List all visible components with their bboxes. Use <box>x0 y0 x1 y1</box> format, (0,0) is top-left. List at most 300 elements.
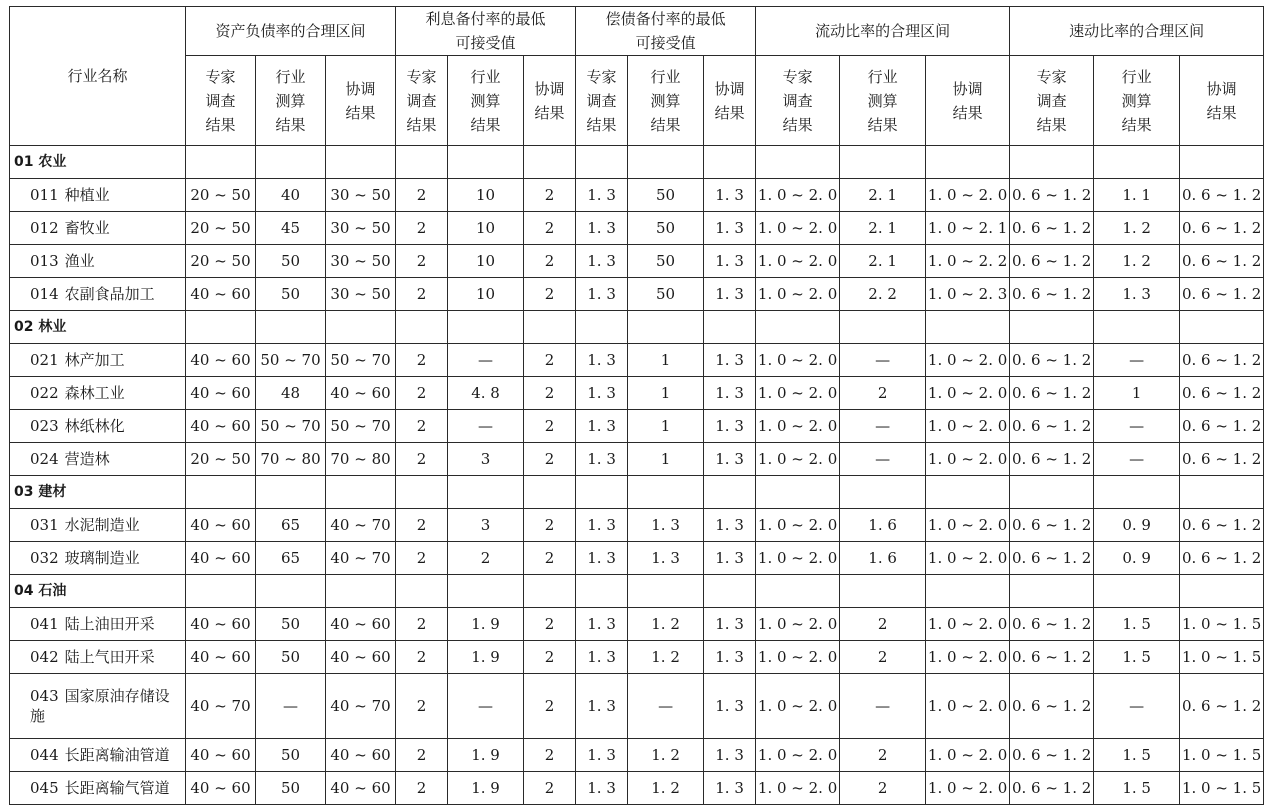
header-group-line: 利息备付率的最低 <box>425 10 546 28</box>
value-cell: 40 ~ 60 <box>186 278 256 311</box>
empty-cell <box>840 575 926 608</box>
subheader-line: 结果 <box>470 115 501 134</box>
value-cell: — <box>448 674 524 739</box>
value-cell: 1. 2 <box>1094 245 1180 278</box>
value-cell: 2. 1 <box>840 212 926 245</box>
industry-label: 渔业 <box>64 252 95 270</box>
subheader-industry-calc <box>256 56 326 146</box>
value-cell: 1. 5 <box>1094 772 1180 805</box>
empty-cell <box>1010 575 1094 608</box>
value-cell: 1. 3 <box>704 509 756 542</box>
subheader-coordinated-result <box>704 56 756 146</box>
value-cell: 1 <box>628 443 704 476</box>
subheader-line: 测算 <box>470 91 501 110</box>
value-cell: 0. 6 ~ 1. 2 <box>1180 443 1264 476</box>
value-cell: 1. 0 ~ 2. 0 <box>756 674 840 739</box>
value-cell: 10 <box>448 245 524 278</box>
value-cell: 1. 3 <box>1094 278 1180 311</box>
empty-cell <box>756 575 840 608</box>
empty-cell <box>524 575 576 608</box>
value-cell: 1. 0 ~ 2. 0 <box>926 739 1010 772</box>
subheader-expert-survey <box>396 56 448 146</box>
value-cell: 2 <box>524 509 576 542</box>
subheader-expert-survey <box>186 56 256 146</box>
value-cell: 0. 6 ~ 1. 2 <box>1010 739 1094 772</box>
value-cell: 40 ~ 70 <box>186 674 256 739</box>
empty-cell <box>756 476 840 509</box>
subheader-line: 结果 <box>1206 103 1237 122</box>
industry-name-cell <box>10 377 186 410</box>
value-cell: — <box>1094 344 1180 377</box>
header-industry-name: 行业名称 <box>10 7 186 146</box>
value-cell: 1. 3 <box>576 641 628 674</box>
subheader-line: 专家 <box>406 67 437 86</box>
value-cell: 1. 0 ~ 2. 0 <box>756 410 840 443</box>
industry-code: 021 <box>30 351 59 369</box>
empty-cell <box>1094 311 1180 344</box>
value-cell: 40 ~ 60 <box>326 772 396 805</box>
industry-code: 011 <box>30 186 59 204</box>
value-cell: 2 <box>396 772 448 805</box>
value-cell: 0. 6 ~ 1. 2 <box>1180 377 1264 410</box>
table-body <box>10 146 1264 805</box>
empty-cell <box>256 476 326 509</box>
subheader-industry-calc <box>840 56 926 146</box>
value-cell: 50 <box>256 772 326 805</box>
empty-cell <box>576 575 628 608</box>
value-cell: 20 ~ 50 <box>186 179 256 212</box>
value-cell: 10 <box>448 179 524 212</box>
value-cell: 1 <box>628 377 704 410</box>
value-cell: 1. 3 <box>576 278 628 311</box>
empty-cell <box>1010 146 1094 179</box>
subheader-line: 协调 <box>534 79 565 98</box>
empty-cell <box>576 476 628 509</box>
subheader-line: 调查 <box>586 91 617 110</box>
value-cell: 2 <box>448 542 524 575</box>
industry-code: 024 <box>30 450 59 468</box>
empty-cell <box>256 575 326 608</box>
value-cell: 0. 9 <box>1094 542 1180 575</box>
subheader-line: 测算 <box>650 91 681 110</box>
industry-label: 长距离输油管道 <box>64 746 170 764</box>
table-row <box>10 344 1264 377</box>
value-cell: 0. 6 ~ 1. 2 <box>1010 509 1094 542</box>
empty-cell <box>186 311 256 344</box>
value-cell: 1. 0 ~ 2. 0 <box>756 641 840 674</box>
value-cell: 1. 3 <box>704 212 756 245</box>
empty-cell <box>524 476 576 509</box>
value-cell: 2 <box>524 245 576 278</box>
value-cell: 1. 0 ~ 2. 0 <box>926 772 1010 805</box>
value-cell: 0. 6 ~ 1. 2 <box>1010 377 1094 410</box>
value-cell: — <box>448 344 524 377</box>
header-group-line: 可接受值 <box>455 34 516 52</box>
value-cell: 2. 2 <box>840 278 926 311</box>
category-name: 01 农业 <box>10 146 186 179</box>
value-cell: — <box>840 443 926 476</box>
value-cell: 20 ~ 50 <box>186 245 256 278</box>
value-cell: 1. 5 <box>1094 739 1180 772</box>
value-cell: 1. 0 ~ 2. 0 <box>926 674 1010 739</box>
value-cell: 20 ~ 50 <box>186 212 256 245</box>
value-cell: 2 <box>396 179 448 212</box>
value-cell: 1. 3 <box>704 674 756 739</box>
industry-name-cell <box>10 212 186 245</box>
value-cell: 2 <box>396 245 448 278</box>
value-cell: 1. 1 <box>1094 179 1180 212</box>
subheader-line: 调查 <box>1036 91 1067 110</box>
value-cell: 1. 0 ~ 2. 0 <box>926 641 1010 674</box>
value-cell: 40 ~ 70 <box>326 509 396 542</box>
value-cell: — <box>840 410 926 443</box>
header-group-debt-ratio <box>186 7 396 56</box>
empty-cell <box>926 311 1010 344</box>
value-cell: 20 ~ 50 <box>186 443 256 476</box>
value-cell: 1 <box>628 410 704 443</box>
table-row <box>10 410 1264 443</box>
value-cell: 1. 3 <box>576 344 628 377</box>
value-cell: 1. 3 <box>576 443 628 476</box>
subheader-line: 结果 <box>714 103 745 122</box>
empty-cell <box>576 146 628 179</box>
empty-cell <box>1010 476 1094 509</box>
industry-name-cell <box>10 443 186 476</box>
table-row <box>10 772 1264 805</box>
value-cell: — <box>256 674 326 739</box>
industry-label: 种植业 <box>64 186 110 204</box>
table-row <box>10 443 1264 476</box>
industry-label: 畜牧业 <box>64 219 110 237</box>
value-cell: 2 <box>524 410 576 443</box>
value-cell: 0. 6 ~ 1. 2 <box>1010 443 1094 476</box>
value-cell: 50 <box>256 278 326 311</box>
value-cell: 50 ~ 70 <box>326 410 396 443</box>
value-cell: 2 <box>524 179 576 212</box>
empty-cell <box>186 146 256 179</box>
value-cell: 2 <box>524 278 576 311</box>
value-cell: 1. 3 <box>704 179 756 212</box>
industry-code: 022 <box>30 384 59 402</box>
industry-code: 023 <box>30 417 59 435</box>
value-cell: 1. 9 <box>448 641 524 674</box>
subheader-line: 协调 <box>1206 79 1237 98</box>
value-cell: 0. 6 ~ 1. 2 <box>1180 410 1264 443</box>
value-cell: 0. 6 ~ 1. 2 <box>1180 509 1264 542</box>
category-row <box>10 476 1264 509</box>
header-group-line: 可接受值 <box>635 34 696 52</box>
value-cell: 2 <box>524 772 576 805</box>
industry-label: 国家原油存储设施 <box>30 687 170 725</box>
value-cell: 1. 9 <box>448 772 524 805</box>
value-cell: 1. 0 ~ 2. 0 <box>926 509 1010 542</box>
subheader-line: 调查 <box>205 91 236 110</box>
value-cell: 0. 6 ~ 1. 2 <box>1010 278 1094 311</box>
empty-cell <box>326 146 396 179</box>
empty-cell <box>396 146 448 179</box>
table-row <box>10 641 1264 674</box>
value-cell: 40 ~ 70 <box>326 542 396 575</box>
industry-code: 012 <box>30 219 59 237</box>
value-cell: 40 ~ 70 <box>326 674 396 739</box>
subheader-line: 协调 <box>345 79 376 98</box>
empty-cell <box>704 476 756 509</box>
value-cell: 2. 1 <box>840 179 926 212</box>
value-cell: 40 ~ 60 <box>186 509 256 542</box>
value-cell: 40 ~ 60 <box>186 739 256 772</box>
value-cell: 2 <box>524 377 576 410</box>
table-row <box>10 542 1264 575</box>
industry-code: 013 <box>30 252 59 270</box>
value-cell: 2 <box>524 674 576 739</box>
value-cell: 1. 0 ~ 2. 0 <box>926 443 1010 476</box>
value-cell: 0. 6 ~ 1. 2 <box>1010 245 1094 278</box>
value-cell: 1. 0 ~ 2. 1 <box>926 212 1010 245</box>
subheader-line: 专家 <box>205 67 236 86</box>
value-cell: 1. 3 <box>704 641 756 674</box>
value-cell: 2 <box>396 278 448 311</box>
industry-label: 森林工业 <box>64 384 125 402</box>
value-cell: 50 <box>628 245 704 278</box>
industry-name-cell <box>10 344 186 377</box>
value-cell: 0. 9 <box>1094 509 1180 542</box>
value-cell: 1. 3 <box>576 179 628 212</box>
subheader-coordinated-result <box>926 56 1010 146</box>
empty-cell <box>1180 476 1264 509</box>
value-cell: 1. 0 ~ 2. 0 <box>756 542 840 575</box>
empty-cell <box>840 146 926 179</box>
value-cell: 0. 6 ~ 1. 2 <box>1010 542 1094 575</box>
value-cell: 2 <box>524 739 576 772</box>
value-cell: 40 ~ 60 <box>186 641 256 674</box>
value-cell: 50 <box>256 641 326 674</box>
value-cell: 1. 0 ~ 1. 5 <box>1180 641 1264 674</box>
industry-name-cell <box>10 674 186 739</box>
industry-label: 林纸林化 <box>64 417 125 435</box>
value-cell: — <box>840 344 926 377</box>
empty-cell <box>256 146 326 179</box>
value-cell: 10 <box>448 212 524 245</box>
value-cell: 1. 3 <box>704 443 756 476</box>
value-cell: 1. 0 ~ 2. 0 <box>756 212 840 245</box>
subheader-line: 结果 <box>205 115 236 134</box>
value-cell: 3 <box>448 443 524 476</box>
value-cell: — <box>448 410 524 443</box>
value-cell: 1. 3 <box>704 245 756 278</box>
value-cell: 0. 6 ~ 1. 2 <box>1010 608 1094 641</box>
industry-name-cell <box>10 278 186 311</box>
value-cell: 1. 6 <box>840 542 926 575</box>
industry-code: 031 <box>30 516 59 534</box>
subheader-line: 行业 <box>470 67 501 86</box>
value-cell: 40 <box>256 179 326 212</box>
subheader-line: 行业 <box>275 67 306 86</box>
category-row <box>10 311 1264 344</box>
category-name: 04 石油 <box>10 575 186 608</box>
subheader-line: 行业 <box>1121 67 1152 86</box>
value-cell: 1. 0 ~ 2. 0 <box>756 245 840 278</box>
empty-cell <box>628 146 704 179</box>
value-cell: 1. 2 <box>628 772 704 805</box>
value-cell: — <box>840 674 926 739</box>
value-cell: 1. 0 ~ 2. 0 <box>756 772 840 805</box>
empty-cell <box>628 311 704 344</box>
industry-ratio-table-container <box>9 6 1264 805</box>
value-cell: 2 <box>840 641 926 674</box>
value-cell: 0. 6 ~ 1. 2 <box>1180 674 1264 739</box>
industry-label: 陆上气田开采 <box>64 648 155 666</box>
table-row <box>10 377 1264 410</box>
subheader-line: 结果 <box>406 115 437 134</box>
empty-cell <box>704 311 756 344</box>
empty-cell <box>448 575 524 608</box>
value-cell: 0. 6 ~ 1. 2 <box>1180 245 1264 278</box>
industry-name-cell <box>10 509 186 542</box>
subheader-line: 结果 <box>275 115 306 134</box>
empty-cell <box>926 476 1010 509</box>
value-cell: 1 <box>1094 377 1180 410</box>
value-cell: 1. 0 ~ 2. 0 <box>926 542 1010 575</box>
value-cell: 50 <box>256 245 326 278</box>
industry-name-cell <box>10 179 186 212</box>
industry-code: 041 <box>30 615 59 633</box>
value-cell: 40 ~ 60 <box>186 344 256 377</box>
subheader-line: 协调 <box>952 79 983 98</box>
subheader-expert-survey <box>756 56 840 146</box>
empty-cell <box>756 146 840 179</box>
value-cell: 2 <box>840 608 926 641</box>
category-row <box>10 575 1264 608</box>
empty-cell <box>926 146 1010 179</box>
value-cell: 50 <box>256 608 326 641</box>
empty-cell <box>186 476 256 509</box>
value-cell: — <box>1094 674 1180 739</box>
table-row <box>10 608 1264 641</box>
value-cell: 1. 3 <box>576 772 628 805</box>
industry-name-cell <box>10 772 186 805</box>
empty-cell <box>840 476 926 509</box>
value-cell: 1. 3 <box>704 377 756 410</box>
value-cell: 40 ~ 60 <box>326 739 396 772</box>
value-cell: 4. 8 <box>448 377 524 410</box>
table-row <box>10 739 1264 772</box>
subheader-line: 专家 <box>586 67 617 86</box>
value-cell: 1. 3 <box>576 377 628 410</box>
value-cell: 40 ~ 60 <box>186 772 256 805</box>
table-row <box>10 674 1264 739</box>
category-name: 02 林业 <box>10 311 186 344</box>
subheader-expert-survey <box>1010 56 1094 146</box>
empty-cell <box>628 575 704 608</box>
value-cell: 2 <box>840 377 926 410</box>
value-cell: 0. 6 ~ 1. 2 <box>1010 674 1094 739</box>
empty-cell <box>326 476 396 509</box>
value-cell: — <box>1094 410 1180 443</box>
empty-cell <box>1094 146 1180 179</box>
value-cell: 1. 6 <box>840 509 926 542</box>
header-group-line: 资产负债率的合理区间 <box>215 22 366 40</box>
subheader-coordinated-result <box>524 56 576 146</box>
value-cell: 1. 3 <box>628 542 704 575</box>
value-cell: 1. 3 <box>576 674 628 739</box>
value-cell: 65 <box>256 542 326 575</box>
value-cell: 1. 3 <box>704 542 756 575</box>
value-cell: 48 <box>256 377 326 410</box>
industry-code: 043 <box>30 687 59 705</box>
header-group-interest-coverage <box>396 7 576 56</box>
value-cell: 1. 3 <box>704 739 756 772</box>
value-cell: 2 <box>840 772 926 805</box>
subheader-line: 结果 <box>345 103 376 122</box>
empty-cell <box>576 311 628 344</box>
value-cell: 0. 6 ~ 1. 2 <box>1180 212 1264 245</box>
subheader-line: 结果 <box>586 115 617 134</box>
header-group-debt-service-coverage <box>576 7 756 56</box>
value-cell: 0. 6 ~ 1. 2 <box>1010 212 1094 245</box>
value-cell: 2 <box>396 608 448 641</box>
subheader-line: 测算 <box>275 91 306 110</box>
table-row <box>10 179 1264 212</box>
value-cell: 2 <box>524 542 576 575</box>
value-cell: 1. 3 <box>576 542 628 575</box>
value-cell: 0. 6 ~ 1. 2 <box>1180 542 1264 575</box>
value-cell: 1. 5 <box>1094 608 1180 641</box>
industry-code: 044 <box>30 746 59 764</box>
subheader-line: 结果 <box>952 103 983 122</box>
industry-label: 营造林 <box>64 450 110 468</box>
industry-name-cell <box>10 542 186 575</box>
value-cell: 3 <box>448 509 524 542</box>
empty-cell <box>256 311 326 344</box>
header-group-line: 流动比率的合理区间 <box>815 22 951 40</box>
empty-cell <box>1094 575 1180 608</box>
value-cell: 1. 0 ~ 2. 0 <box>756 608 840 641</box>
subheader-line: 测算 <box>1121 91 1152 110</box>
empty-cell <box>1180 146 1264 179</box>
value-cell: 65 <box>256 509 326 542</box>
value-cell: 1. 0 ~ 2. 3 <box>926 278 1010 311</box>
value-cell: 10 <box>448 278 524 311</box>
value-cell: 1. 0 ~ 2. 0 <box>756 278 840 311</box>
subheader-line: 结果 <box>534 103 565 122</box>
value-cell: 50 ~ 70 <box>326 344 396 377</box>
value-cell: 30 ~ 50 <box>326 179 396 212</box>
subheader-line: 调查 <box>406 91 437 110</box>
value-cell: 1. 3 <box>576 608 628 641</box>
industry-name-cell <box>10 641 186 674</box>
subheader-line: 调查 <box>782 91 813 110</box>
value-cell: 2 <box>524 212 576 245</box>
empty-cell <box>704 146 756 179</box>
value-cell: 1. 0 ~ 2. 0 <box>926 344 1010 377</box>
category-row <box>10 146 1264 179</box>
value-cell: 40 ~ 60 <box>186 542 256 575</box>
value-cell: 30 ~ 50 <box>326 278 396 311</box>
empty-cell <box>396 476 448 509</box>
value-cell: 40 ~ 60 <box>186 608 256 641</box>
header-group-current-ratio <box>756 7 1010 56</box>
subheader-line: 行业 <box>867 67 898 86</box>
value-cell: 1. 3 <box>576 739 628 772</box>
value-cell: 1. 0 ~ 2. 0 <box>926 410 1010 443</box>
empty-cell <box>628 476 704 509</box>
value-cell: 1. 0 ~ 2. 0 <box>756 509 840 542</box>
value-cell: 40 ~ 60 <box>326 641 396 674</box>
empty-cell <box>1180 311 1264 344</box>
empty-cell <box>448 146 524 179</box>
value-cell: 1. 0 ~ 2. 2 <box>926 245 1010 278</box>
value-cell: 0. 6 ~ 1. 2 <box>1010 410 1094 443</box>
